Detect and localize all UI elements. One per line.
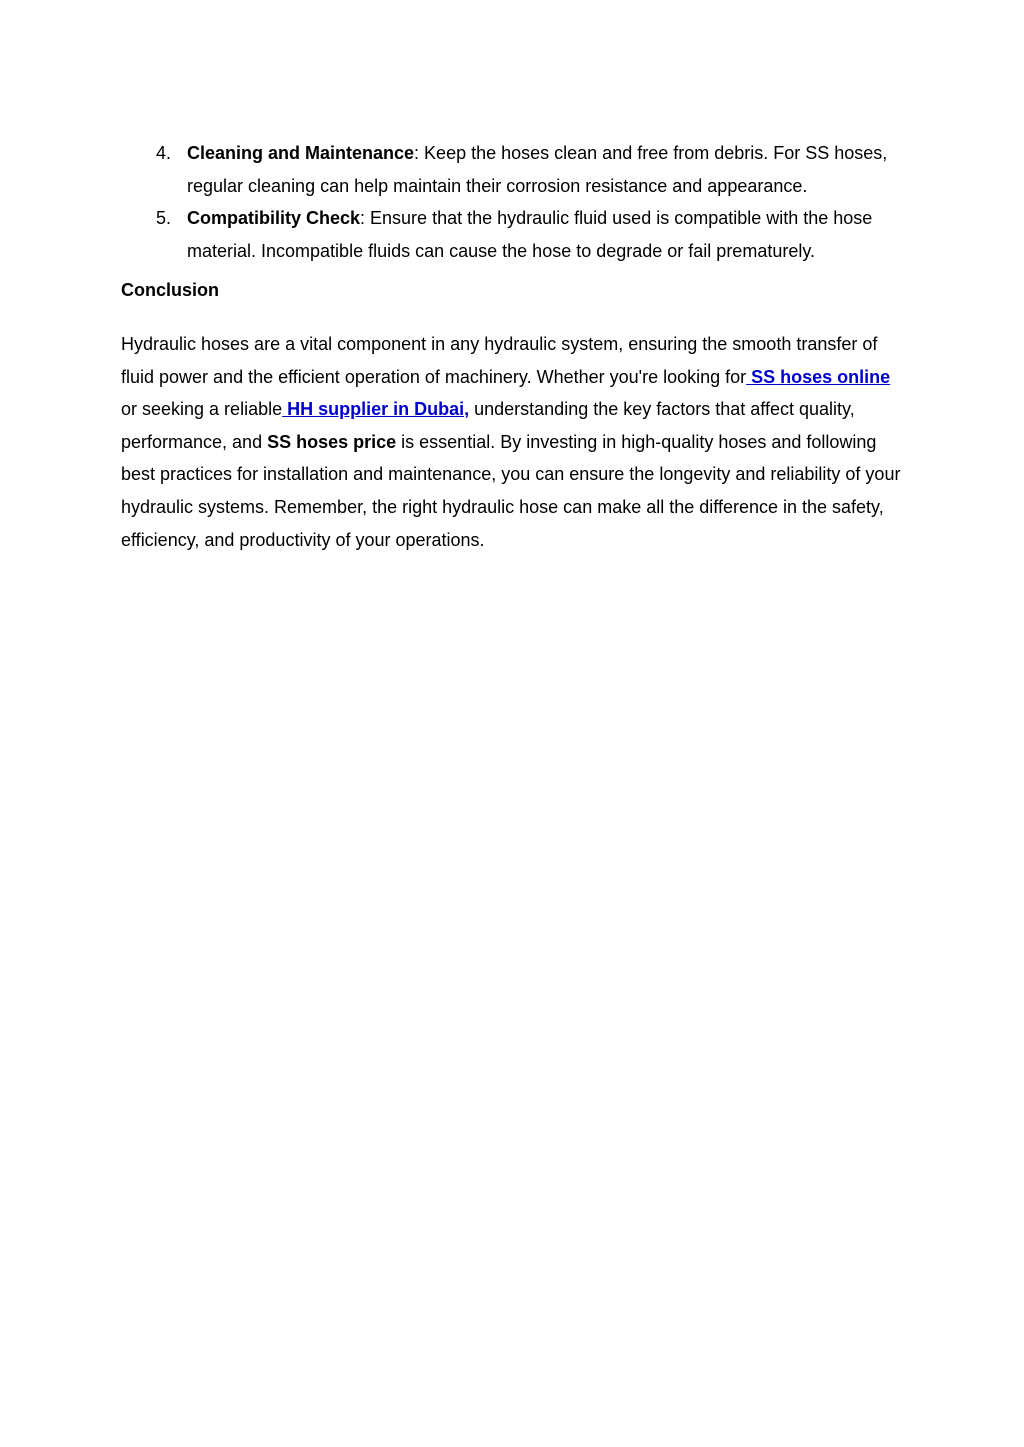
paragraph-text: is essential. By investing in high-quality hoses and following best practices for installation and maintenance, you can ensure the longevity and reliability of your hydraulic systems. Remember, the right hydraulic hose can make all the difference in the safety, efficiency, and productivity of your operations.	[121, 431, 901, 550]
paragraph-text: Hydraulic hoses are a vital component in any hydraulic system, ensuring the smooth transfer of fluid power and the efficient operation of machinery. Whether you're looking for	[121, 334, 878, 387]
conclusion-paragraph	[121, 328, 901, 556]
list-item-body	[187, 137, 901, 202]
conclusion-heading: Conclusion	[121, 280, 219, 300]
paragraph-text: understanding the key factors that affect quality, performance, and	[121, 399, 855, 452]
document-page	[121, 137, 901, 556]
paragraph-text: or seeking a reliable	[121, 399, 283, 420]
list-item-body	[187, 202, 901, 267]
list-item-text: : Ensure that the hydraulic fluid used is compatible with the hose material. Incompatible fluids can cause the hose to degrade or fail prematurely.	[187, 208, 873, 261]
list-item-title: Compatibility Check	[187, 208, 361, 228]
list-item-title: Cleaning and Maintenance	[187, 143, 415, 163]
list-item	[121, 137, 901, 202]
ss-hoses-price-emphasis: SS hoses price	[267, 431, 397, 452]
ss-hoses-online-link[interactable]: SS hoses online	[746, 366, 891, 387]
list-item-number: 5.	[156, 208, 172, 228]
list-item-text: : Keep the hoses clean and free from debris. For SS hoses, regular cleaning can help maintain their corrosion resistance and appearance.	[187, 143, 888, 196]
numbered-list	[121, 137, 901, 267]
list-item	[121, 202, 901, 267]
hh-supplier-dubai-link[interactable]: HH supplier in Dubai,	[282, 399, 470, 420]
list-item-number: 4.	[156, 143, 172, 163]
